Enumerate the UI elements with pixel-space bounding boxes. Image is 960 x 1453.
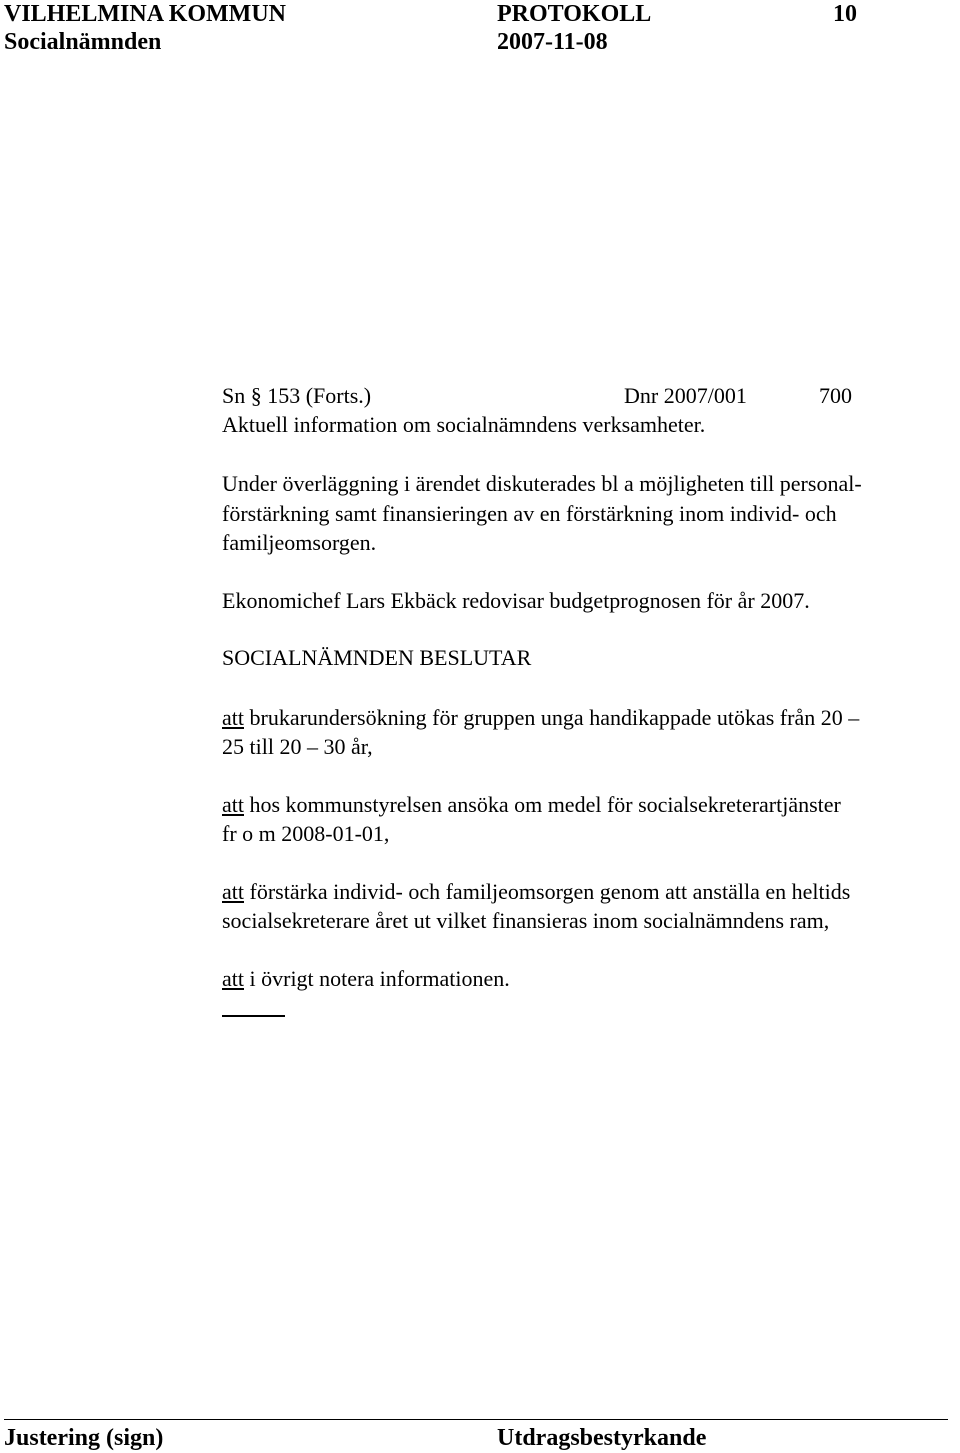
doc-type: PROTOKOLL [497,1,652,27]
att-marker: att [222,705,244,730]
end-rule [222,1015,285,1017]
att-marker: att [222,879,244,904]
case-dnr: Dnr 2007/001 [624,383,747,408]
decision-1-line-2: 25 till 20 – 30 år, [222,734,373,759]
economy-note: Ekonomichef Lars Ekbäck redovisar budgetprognosen för år 2007. [222,588,810,613]
decision-heading: SOCIALNÄMNDEN BESLUTAR [222,645,532,670]
discussion-line-2: förstärkning samt finansieringen av en förstärkning inom individ- och [222,501,837,526]
page-number: 10 [833,1,857,27]
footer-justering: Justering (sign) [4,1425,164,1451]
section-reference: Sn § 153 (Forts.) [222,383,372,408]
footer-rule [4,1419,948,1420]
footer-utdrag: Utdragsbestyrkande [497,1425,707,1451]
org-name: VILHELMINA KOMMUN [4,1,286,27]
meeting-date: 2007-11-08 [497,29,608,55]
decision-2-line-2: fr o m 2008-01-01, [222,821,390,846]
decision-4-line-1: att i övrigt notera informationen. [222,966,510,991]
case-title: Aktuell information om socialnämndens verksamheter. [222,412,706,437]
case-dnr-code: 700 [819,383,852,408]
decision-3-line-2: socialsekreterare året ut vilket finansieras inom socialnämndens ram, [222,908,830,933]
discussion-line-3: familjeomsorgen. [222,530,377,555]
decision-3-line-1: att förstärka individ- och familjeomsorgen genom att anställa en heltids [222,879,851,904]
att-marker: att [222,792,244,817]
decision-2-line-1: att hos kommunstyrelsen ansöka om medel för socialsekreterartjänster [222,792,841,817]
att-marker: att [222,966,244,991]
discussion-line-1: Under överläggning i ärendet diskuterades bl a möjligheten till personal- [222,471,862,496]
committee-name: Socialnämnden [4,29,162,55]
decision-1-line-1: att brukarundersökning för gruppen unga handikappade utökas från 20 – [222,705,860,730]
